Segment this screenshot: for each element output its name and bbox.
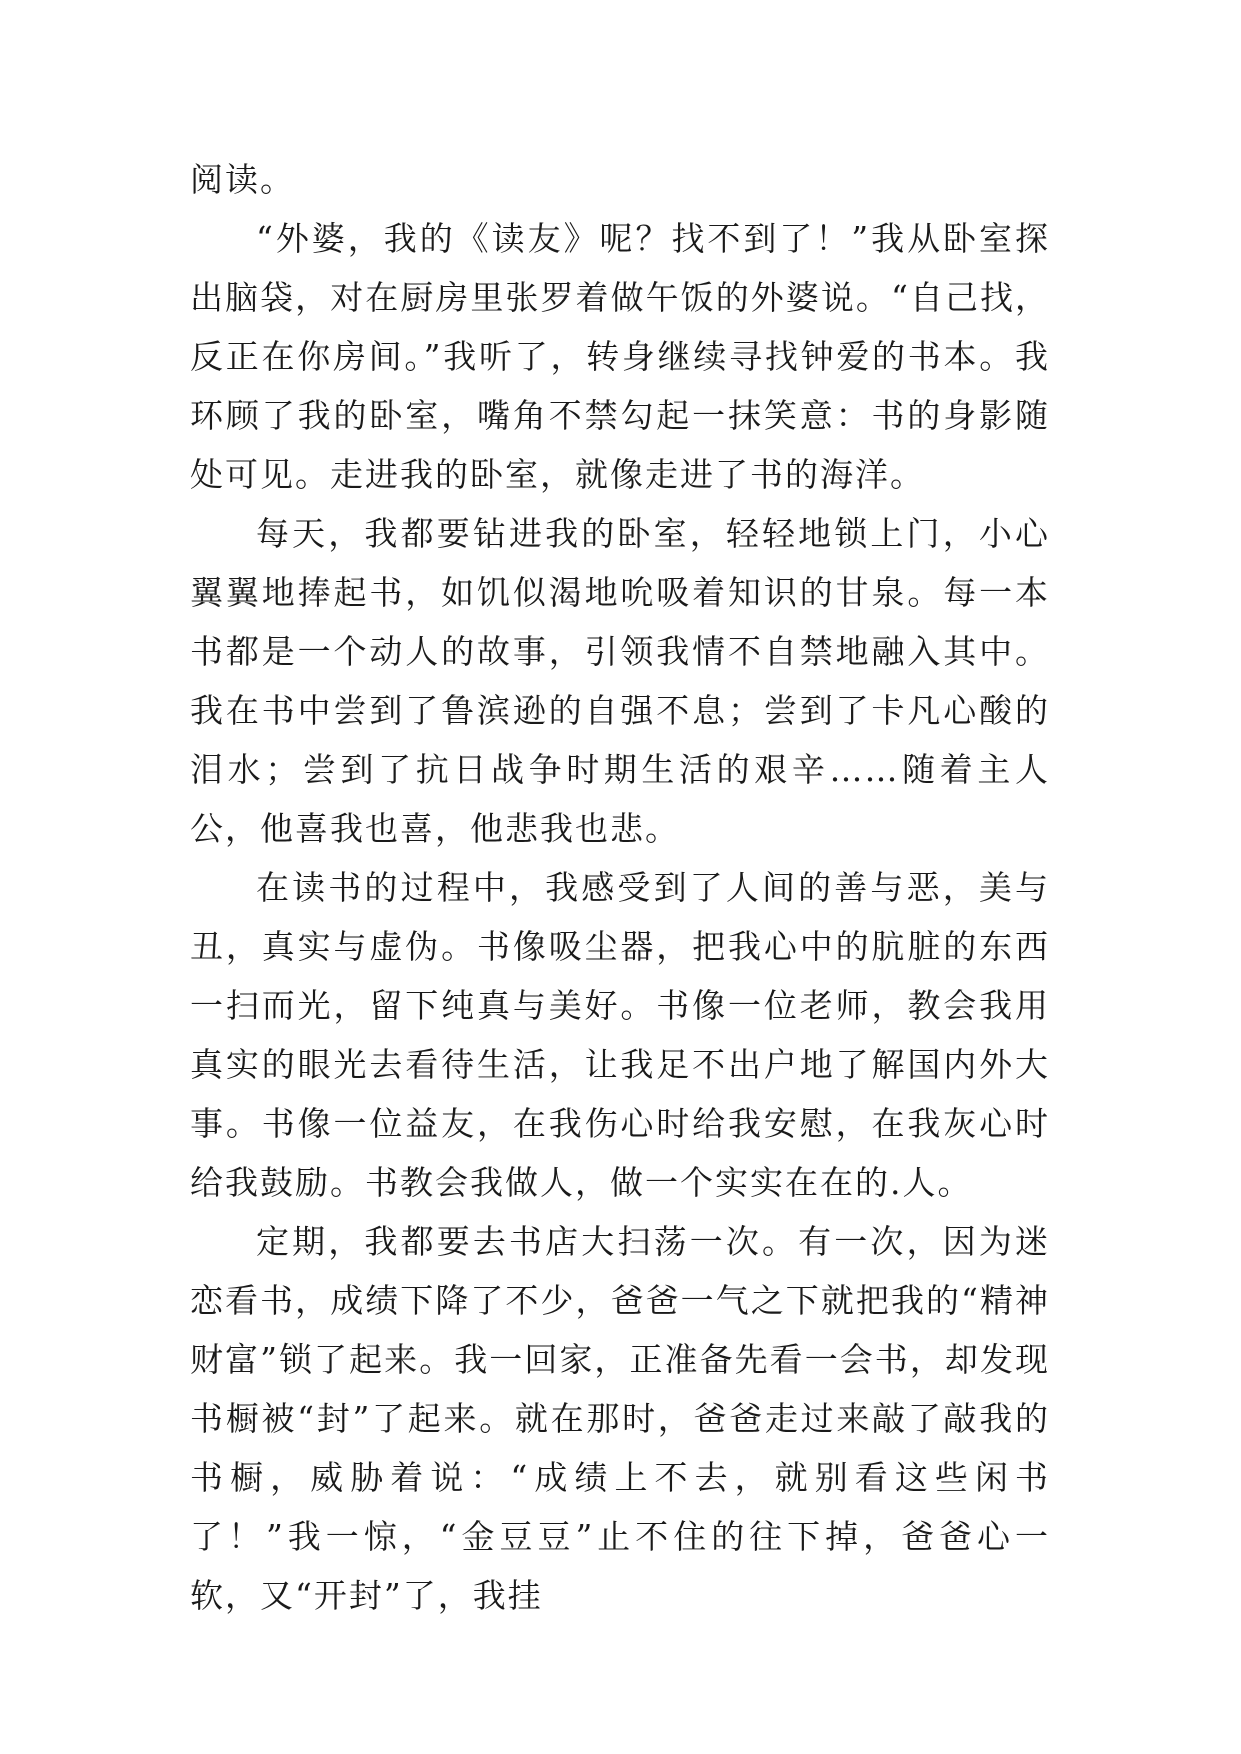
paragraph-3: 每天，我都要钻进我的卧室，轻轻地锁上门，小心翼翼地捧起书，如饥似渴地吮吸着知识的甘泉。每一本书都是一个动人的故事，引领我情不自禁地融入其中。我在书中尝到了鲁滨逊的自强不息；尝到了卡凡心酸的泪水；尝到了抗日战争时期生活的艰辛……随着主人公，他喜我也喜，他悲我也悲。 — [190, 514, 1050, 848]
paragraph-4: 在读书的过程中，我感受到了人间的善与恶，美与丑，真实与虚伪。书像吸尘器，把我心中的肮脏的东西一扫而光，留下纯真与美好。书像一位老师，教会我用真实的眼光去看待生活，让我足不出户地了解国内外大事。书像一位益友，在我伤心时给我安慰，在我灰心时给我鼓励。书教会我做人，做一个实实在在的.人。 — [190, 868, 1050, 1202]
paragraph-2: “外婆，我的《读友》呢？找不到了！”我从卧室探出脑袋，对在厨房里张罗着做午饭的外婆说。“自己找，反正在你房间。”我听了，转身继续寻找钟爱的书本。我环顾了我的卧室，嘴角不禁勾起一抹笑意：书的身影随处可见。走进我的卧室，就像走进了书的海洋。 — [190, 219, 1050, 494]
paragraph-1: 阅读。 — [190, 160, 295, 199]
body-text — [190, 150, 1050, 1625]
paragraph-5: 定期，我都要去书店大扫荡一次。有一次，因为迷恋看书，成绩下降了不少，爸爸一气之下就把我的“精神财富”锁了起来。我一回家，正准备先看一会书，却发现书橱被“封”了起来。就在那时，爸爸走过来敲了敲我的书橱，威胁着说：“成绩上不去，就别看这些闲书了！”我一惊，“金豆豆”止不住的往下掉，爸爸心一软，又“开封”了，我挂 — [190, 1222, 1050, 1615]
